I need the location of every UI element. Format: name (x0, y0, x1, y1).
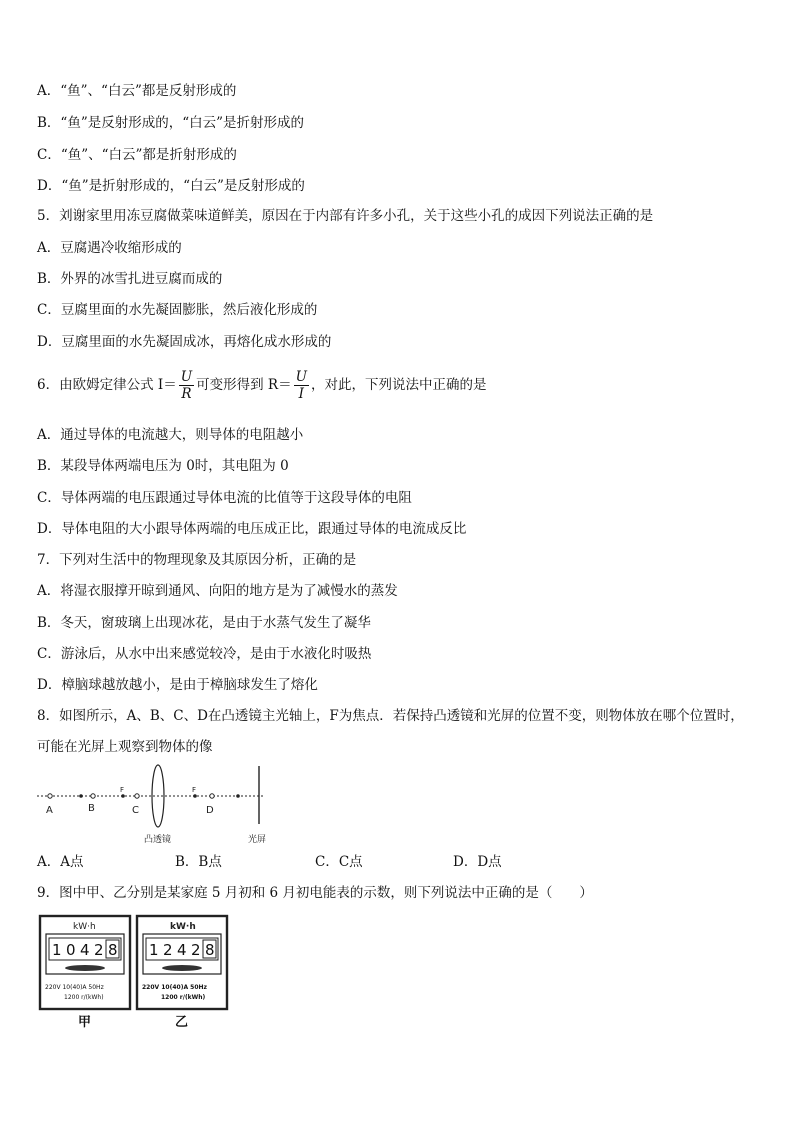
q6-fraction-i (179, 369, 194, 402)
q5-stem: 5．刘谢家里用冻豆腐做菜味道鲜美，原因在于内部有许多小孔，关于这些小孔的成因下列说法正确的是 (37, 208, 654, 224)
meter-jia-spec-2: 1200 r/(kWh) (64, 994, 104, 1001)
meter-yi-digit-3: 4 (177, 941, 187, 959)
label-f-left: F (120, 786, 125, 794)
focus-left-marker (121, 794, 125, 798)
meter-yi-disc (162, 965, 202, 971)
meter-yi-digit-1: 1 (149, 941, 159, 959)
meter-yi (137, 916, 227, 1030)
q6-stem (37, 368, 486, 402)
q6-option-a: A．通过导体的电流越大，则导体的电阻越小 (37, 427, 304, 443)
q6-option-d: D．导体电阻的大小跟导体两端的电压成正比，跟通过导体的电流成反比 (37, 521, 467, 537)
meter-jia-unit: kW·h (73, 922, 96, 932)
meter-jia-digit-5: 8 (108, 941, 118, 959)
q8-option-b: B．B点 (175, 854, 222, 870)
point-c-marker (135, 794, 139, 798)
q6-frac2-denominator: I (298, 386, 304, 402)
q4-option-c: C．“鱼”、“白云”都是折射形成的 (37, 147, 237, 163)
q8-lens-figure (35, 762, 275, 848)
meter-jia-digit-4: 2 (94, 941, 104, 959)
q7-option-a: A．将湿衣服撑开晾到通风、向阳的地方是为了减慢水的蒸发 (37, 583, 398, 599)
q8-option-c: C．C点 (315, 854, 363, 870)
q5-option-c: C．豆腐里面的水先凝固膨胀，然后液化形成的 (37, 302, 318, 318)
q6-frac1-denominator: R (181, 386, 192, 402)
q8-stem-line1: 8．如图所示，A、B、C、D在凸透镜主光轴上，F为焦点．若保持凸透镜和光屏的位置不变，则物体放在哪个位置时， (37, 708, 744, 724)
dot-marker-1 (79, 794, 83, 798)
meter-yi-spec-1: 220V 10(40)A 50Hz (142, 984, 208, 991)
q5-option-d: D．豆腐里面的水先凝固成冰，再熔化成水形成的 (37, 334, 332, 350)
q6-stem-part-b: 可变形得到 R＝ (196, 377, 292, 393)
label-f-right: F (192, 786, 197, 794)
meter-yi-spec-2: 1200 r/(kWh) (161, 994, 206, 1001)
q9-meters-figure (38, 914, 232, 1030)
q4-option-b: B．“鱼”是反射形成的，“白云”是折射形成的 (37, 115, 305, 131)
q4-option-a: A．“鱼”、“白云”都是反射形成的 (37, 83, 237, 99)
q6-fraction-r (294, 369, 309, 402)
meter-jia-digit-2: 0 (66, 941, 76, 959)
q7-stem: 7．下列对生活中的物理现象及其原因分析，正确的是 (37, 552, 357, 568)
meter-jia-caption: 甲 (78, 1015, 92, 1030)
point-d-marker (210, 794, 214, 798)
meter-jia-spec-1: 220V 10(40)A 50Hz (45, 984, 104, 991)
meter-yi-digit-2: 2 (163, 941, 173, 959)
q8-option-d: D．D点 (453, 854, 502, 870)
meter-yi-caption: 乙 (175, 1015, 189, 1030)
q7-option-c: C．游泳后，从水中出来感觉较冷，是由于水液化时吸热 (37, 646, 372, 662)
q5-option-a: A．豆腐遇冷收缩形成的 (37, 240, 182, 256)
lens-label: 凸透镜 (144, 835, 172, 845)
screen-label: 光屏 (248, 835, 267, 845)
q6-stem-part-c: ，对此，下列说法中正确的是 (310, 377, 487, 393)
meter-jia-digit-1: 1 (52, 941, 62, 959)
label-c: C (132, 805, 139, 816)
q7-option-d: D．樟脑球越放越小，是由于樟脑球发生了熔化 (37, 677, 318, 693)
meter-yi-digit-4: 2 (191, 941, 201, 959)
q5-option-b: B．外界的冰雪扎进豆腐而成的 (37, 271, 223, 287)
meter-jia-disc (65, 965, 105, 971)
meter-jia (40, 916, 130, 1030)
q8-stem-line2: 可能在光屏上观察到物体的像 (37, 739, 213, 755)
meter-yi-unit: kW·h (170, 922, 196, 932)
label-b: B (88, 803, 95, 814)
q4-option-d: D．“鱼”是折射形成的，“白云”是反射形成的 (37, 178, 305, 194)
q6-frac2-numerator: U (295, 369, 307, 385)
q6-option-b: B．某段导体两端电压为 0时，其电阻为 0 (37, 458, 289, 474)
point-b-marker (91, 794, 95, 798)
point-a-marker (48, 794, 52, 798)
dot-marker-2 (236, 794, 240, 798)
meter-jia-digit-3: 4 (80, 941, 90, 959)
meter-yi-digit-5: 8 (205, 941, 215, 959)
q6-frac1-numerator: U (180, 369, 193, 385)
q8-option-a: A．A点 (37, 854, 84, 870)
label-a: A (46, 805, 53, 816)
focus-right-marker (193, 794, 197, 798)
q6-option-c: C．导体两端的电压跟通过导体电流的比值等于这段导体的电阻 (37, 490, 412, 506)
q9-stem: 9．图中甲、乙分别是某家庭 5 月初和 6 月初电能表的示数，则下列说法中正确的是（ ） (37, 885, 593, 901)
label-d: D (206, 805, 214, 816)
q7-option-b: B．冬天，窗玻璃上出现冰花，是由于水蒸气发生了凝华 (37, 615, 371, 631)
q6-stem-part-a: 6．由欧姆定律公式 I＝ (37, 377, 177, 393)
